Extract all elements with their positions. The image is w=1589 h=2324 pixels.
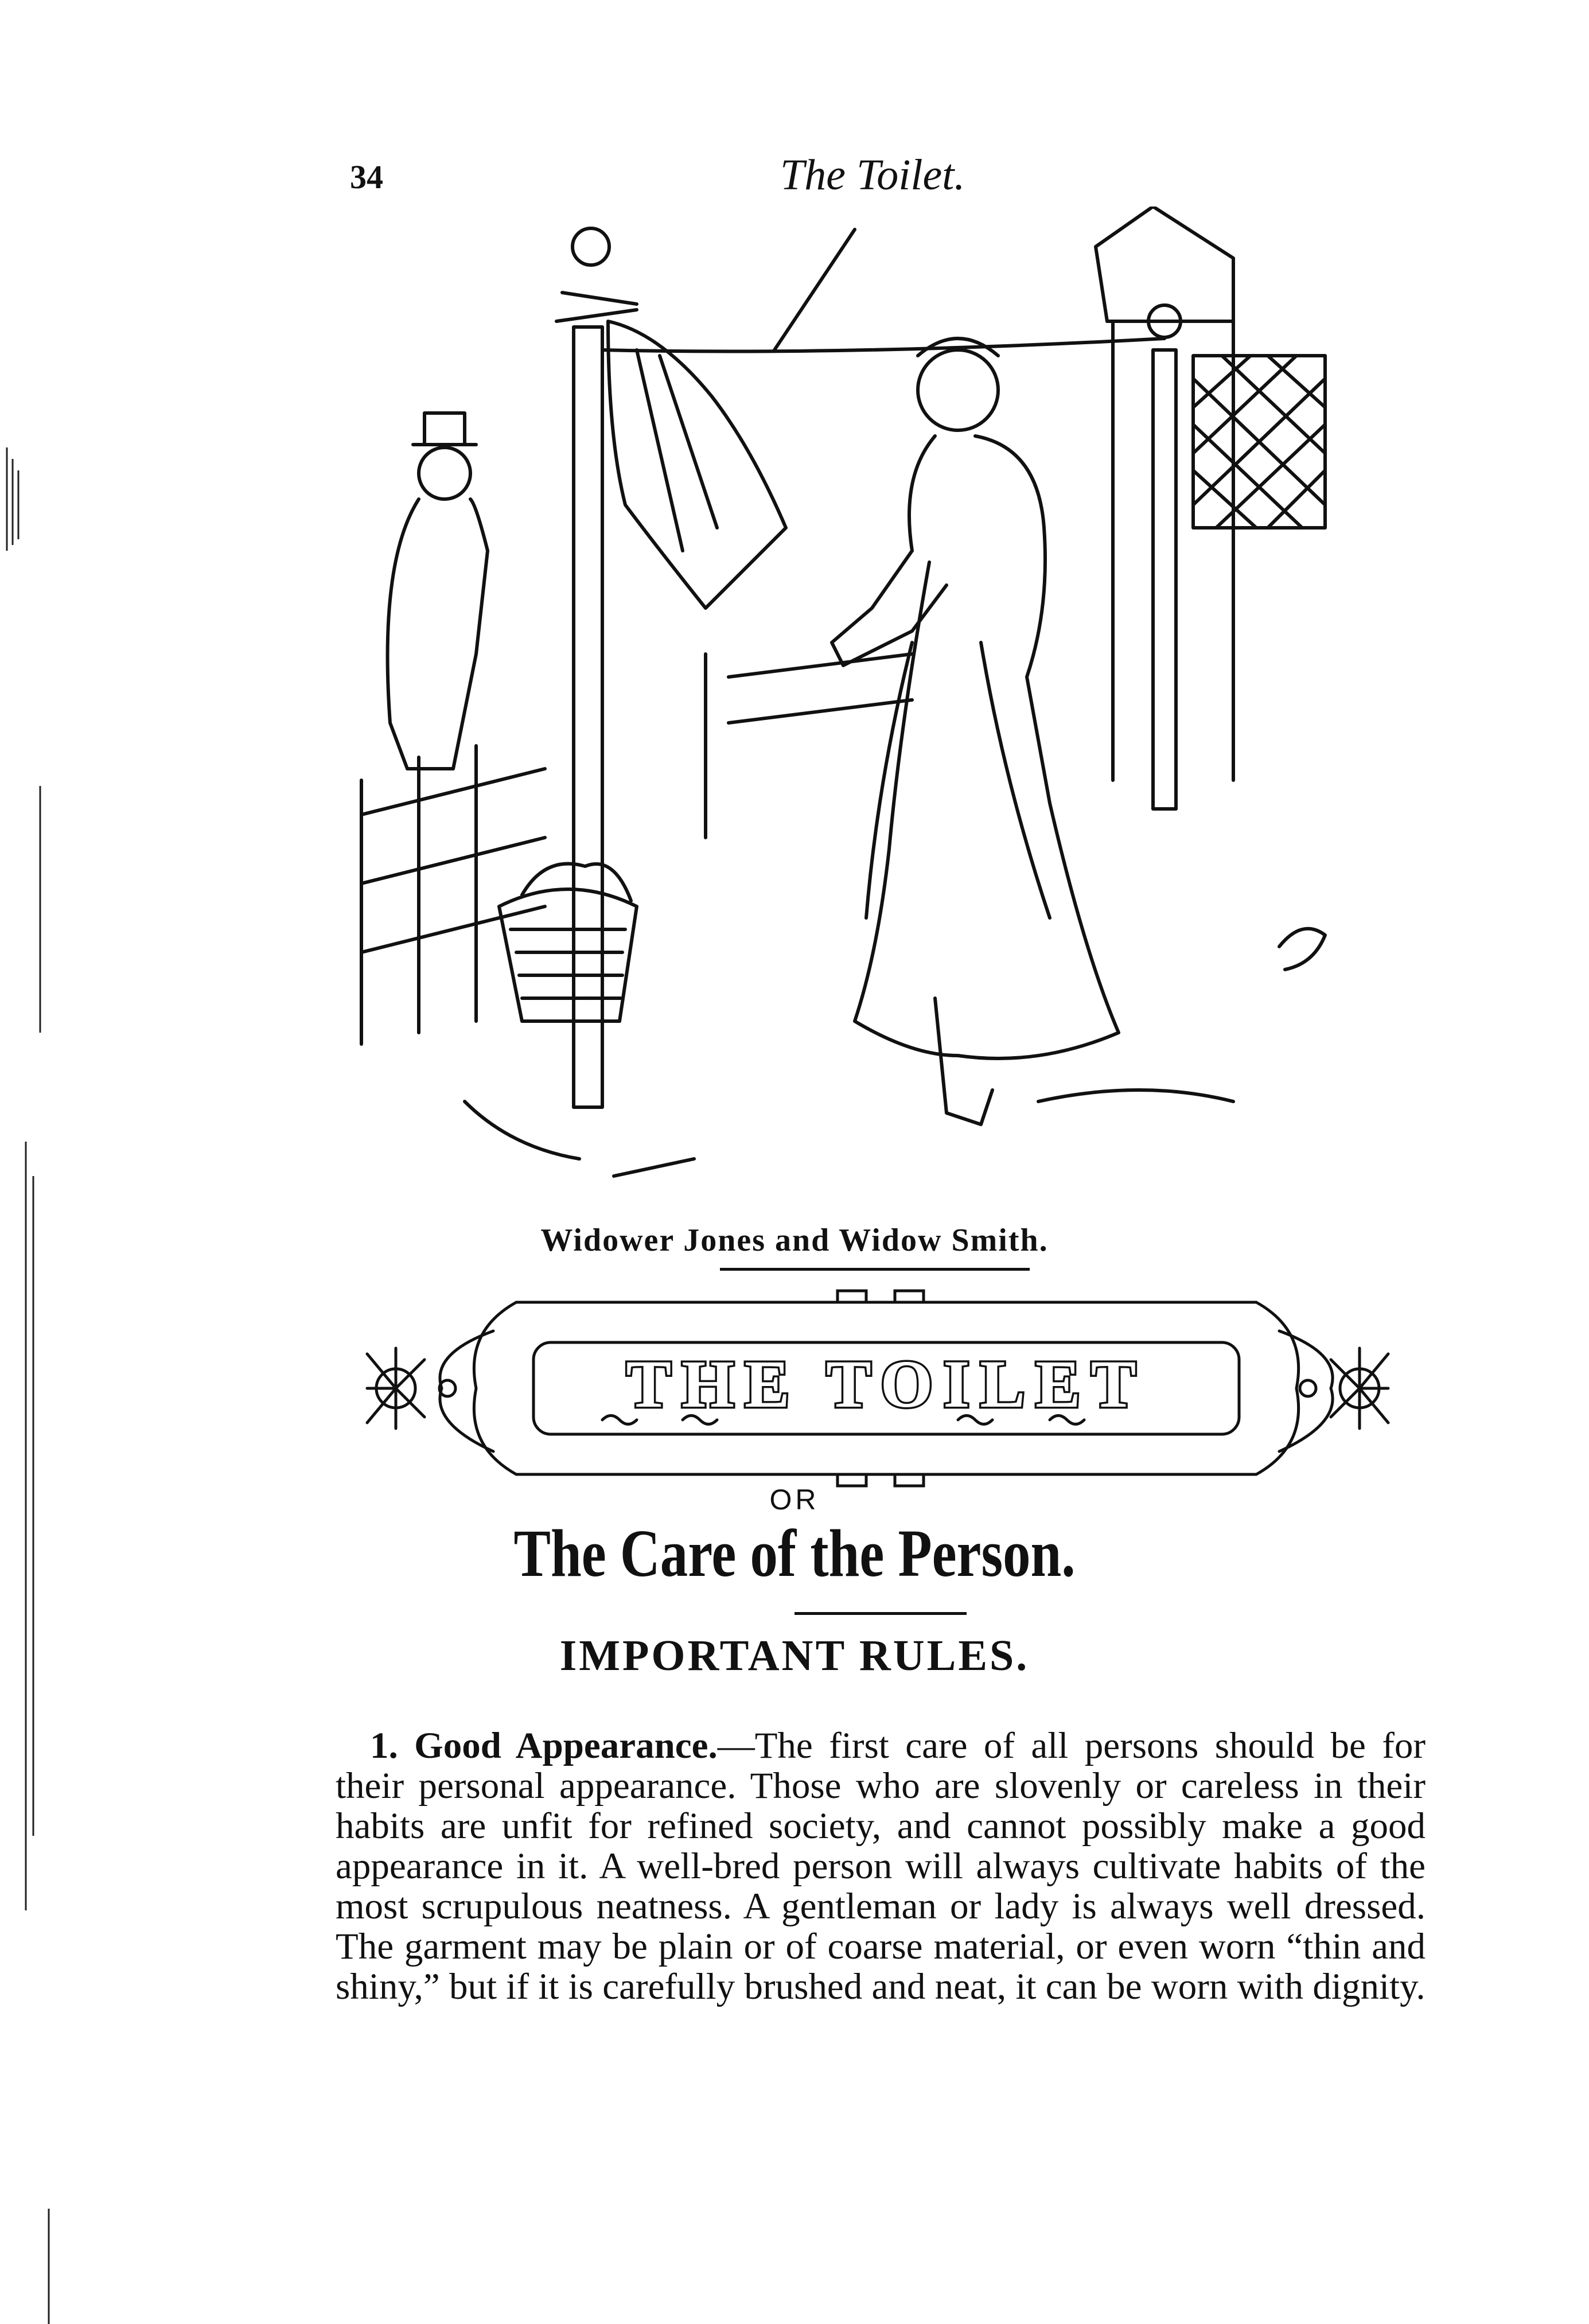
- rule-text: —The first care of all persons should be for their personal appearance. Those who are slovenly or careless in their habits are unfit for refined society, and cannot possibly make a good appearance in it. A well-bred person will always cultivate habits of the most scrupulous neatness. A gentleman or lady is always well dressed. The garment may be plain or of coarse material, or even worn “thin and shiny,” but if it is carefully brushed and neat, it can be worn with dignity.: [336, 1725, 1426, 2007]
- divider-rule: [795, 1612, 967, 1615]
- scan-edge-marks: [0, 0, 69, 2324]
- page-number: 34: [350, 158, 383, 196]
- rule-title: Good Appearance.: [414, 1725, 718, 1766]
- page-subtitle: The Care of the Person.: [513, 1516, 1076, 1591]
- rule-paragraph: [336, 1726, 1426, 2007]
- running-head: The Toilet.: [780, 151, 965, 199]
- or-connector: OR: [769, 1484, 820, 1516]
- illustration-caption: Widower Jones and Widow Smith.: [540, 1223, 1049, 1258]
- rule-number: 1.: [370, 1725, 398, 1766]
- title-banner: [361, 1285, 1394, 1492]
- section-heading: IMPORTANT RULES.: [559, 1632, 1030, 1680]
- banner-title: THE TOILET: [626, 1346, 1147, 1422]
- clothesline-illustration: [338, 207, 1360, 1216]
- divider-rule: [720, 1268, 1030, 1271]
